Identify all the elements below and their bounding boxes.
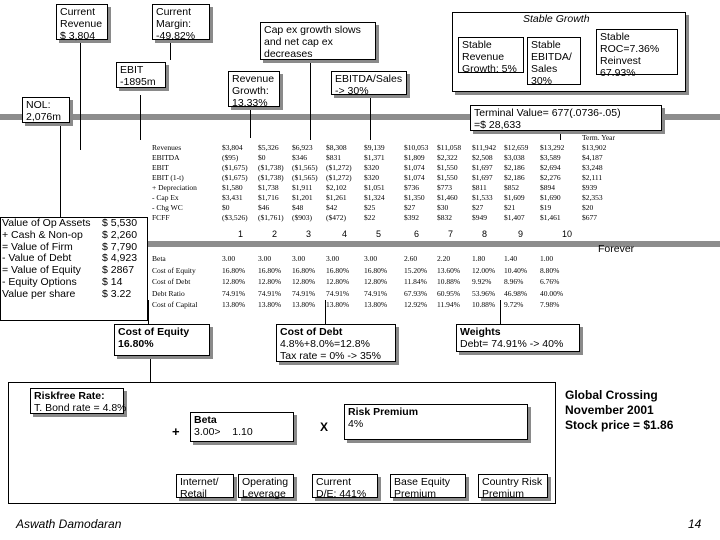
rate-cell: 3.00 — [292, 254, 306, 263]
cashflow-cell: $46 — [258, 203, 270, 212]
riskfree-box — [30, 388, 127, 414]
year-label: 6 — [414, 229, 420, 239]
cashflow-row — [152, 213, 712, 223]
rate-cell: 2.20 — [437, 254, 451, 263]
valuation-box — [0, 217, 148, 321]
cashflow-cell: $1,460 — [437, 193, 458, 202]
company-info — [565, 388, 673, 433]
rate-row — [152, 265, 712, 277]
cashflow-cell: ($1,738) — [258, 173, 284, 182]
connector — [60, 125, 61, 220]
cashflow-cell: $4,187 — [582, 153, 603, 162]
year-label: 5 — [376, 229, 382, 239]
valuation-label: + Cash & Non-op — [2, 228, 83, 241]
cashflow-cell: $811 — [472, 183, 487, 192]
ebitda-sales-text: EBITDA/Sales -> 30% — [335, 73, 403, 97]
cashflow-cell: ($95) — [222, 153, 239, 162]
beta-body: 3.00> 1.10 — [194, 426, 253, 438]
cashflow-row-label: EBIT (1-t) — [152, 173, 184, 182]
year-label: 2 — [272, 229, 278, 239]
base-equity-text: Base Equity Premium — [394, 476, 451, 500]
cashflow-cell: ($1,675) — [222, 163, 248, 172]
rate-cell: 16.80% — [222, 265, 246, 275]
year-label: 10 — [562, 229, 573, 239]
valuation-row — [1, 289, 147, 301]
rate-row-label: Cost of Equity — [152, 265, 196, 275]
cashflow-cell: $852 — [504, 183, 519, 192]
stable-ebitda-box — [527, 37, 581, 85]
connector — [148, 300, 149, 325]
rate-cell: 12.80% — [326, 277, 350, 286]
cashflow-row-label: EBITDA — [152, 153, 180, 162]
cashflow-cell: ($1,738) — [258, 163, 284, 172]
valuation-value: $ 14 — [102, 275, 123, 288]
cashflow-row — [152, 143, 712, 153]
ebit-box — [116, 62, 166, 88]
internet-retail-text: Internet/ Retail — [180, 476, 219, 500]
beta-title: Beta — [194, 414, 217, 426]
cashflow-row — [152, 193, 712, 203]
rate-cell: 12.80% — [222, 277, 246, 286]
rate-cell: 16.80% — [258, 265, 282, 275]
cashflow-cell: $831 — [326, 153, 341, 162]
terminal-value-text: Terminal Value= 677(.0736-.05) =$ 28,633 — [474, 107, 621, 131]
rate-cell: 13.80% — [292, 300, 316, 309]
cost-of-debt-box — [276, 324, 396, 362]
year-label: 7 — [448, 229, 454, 239]
cashflow-row — [152, 153, 712, 163]
valuation-value: $ 5,530 — [102, 217, 138, 229]
cashflow-cell: $30 — [437, 203, 449, 212]
author: Aswath Damodaran — [16, 517, 122, 531]
cashflow-cell: $3,248 — [582, 163, 603, 172]
rate-cell: 10.88% — [437, 277, 461, 286]
rate-cell: 10.40% — [504, 265, 528, 275]
rate-cell: 74.91% — [292, 288, 316, 298]
cashflow-cell: $2,322 — [437, 153, 458, 162]
plus-sign: + — [172, 424, 180, 439]
rate-row — [152, 288, 712, 300]
cashflow-cell: $1,911 — [292, 183, 313, 192]
rate-cell: 13.80% — [364, 300, 388, 309]
connector — [150, 355, 151, 383]
cashflow-row-label: - Cap Ex — [152, 193, 179, 202]
cashflow-cell: ($1,565) — [292, 163, 318, 172]
rate-cell: 13.80% — [258, 300, 282, 309]
cashflow-row-label: Revenues — [152, 143, 182, 152]
rate-cell: 3.00 — [258, 254, 272, 263]
rate-cell: 74.91% — [364, 288, 388, 298]
weights-box — [456, 324, 580, 352]
rate-row — [152, 299, 712, 311]
year-label: 9 — [518, 229, 524, 239]
cashflow-cell: $1,690 — [540, 193, 561, 202]
cashflow-cell: $1,261 — [326, 193, 347, 202]
cashflow-cell: $12,659 — [504, 143, 529, 152]
cashflow-cell: $1,074 — [404, 173, 425, 182]
rate-cell: 12.80% — [292, 277, 316, 286]
cashflow-cell: ($472) — [326, 213, 346, 222]
stable-revenue-text: Stable Revenue Growth: 5% — [462, 39, 517, 75]
company-date: November 2001 — [565, 403, 654, 417]
connector — [80, 40, 81, 150]
cashflow-row — [152, 173, 712, 183]
cashflow-cell: $1,324 — [364, 193, 385, 202]
rate-cell: 11.94% — [437, 300, 460, 309]
rate-cell: 9.72% — [504, 300, 524, 309]
cashflow-cell: $27 — [404, 203, 416, 212]
valuation-label: Value of Op Assets — [2, 217, 91, 229]
cashflow-cell: $2,111 — [582, 173, 603, 182]
connector — [170, 40, 171, 60]
rate-cell: 11.84% — [404, 277, 427, 286]
cashflow-cell: $1,550 — [437, 173, 458, 182]
rate-cell: 53.96% — [472, 288, 496, 298]
valuation-value: $ 2867 — [102, 264, 135, 277]
rate-cell: 7.98% — [540, 300, 560, 309]
cashflow-row — [152, 163, 712, 173]
cashflow-cell: $13,292 — [540, 143, 565, 152]
operating-leverage-box — [238, 474, 294, 498]
rate-cell: 74.91% — [258, 288, 282, 298]
capex-text: Cap ex growth slows and net cap ex decreases — [264, 24, 361, 60]
rate-cell: 9.92% — [472, 277, 492, 286]
cashflow-cell: $346 — [292, 153, 307, 162]
cashflow-row-label: EBIT — [152, 163, 169, 172]
cashflow-cell: $0 — [258, 153, 266, 162]
cashflow-cell: $1,809 — [404, 153, 425, 162]
cashflow-cell: $11,942 — [472, 143, 497, 152]
rate-cell: 3.00 — [364, 254, 378, 263]
revenue-growth-text: Revenue Growth: 13.33% — [232, 73, 275, 109]
rate-cell: 12.92% — [404, 300, 428, 309]
cashflow-cell: $6,923 — [292, 143, 313, 152]
cashflow-cell: $1,350 — [404, 193, 425, 202]
valuation-label: = Value of Equity — [2, 264, 81, 277]
cashflow-cell: $3,589 — [540, 153, 561, 162]
internet-retail-box — [176, 474, 234, 498]
riskfree-body: T. Bond rate = 4.8% — [34, 402, 127, 414]
cashflow-cell: $1,697 — [472, 163, 493, 172]
cashflow-cell: $27 — [472, 203, 484, 212]
cashflow-cell: $2,186 — [504, 173, 525, 182]
rate-row-label: Beta — [152, 254, 166, 263]
cashflow-cell: $2,186 — [504, 163, 525, 172]
cashflow-cell: $1,461 — [540, 213, 561, 222]
cashflow-cell: ($1,272) — [326, 163, 352, 172]
cashflow-cell: ($1,272) — [326, 173, 352, 182]
rate-cell: 13.60% — [437, 265, 461, 275]
stable-growth-title: Stable Growth — [523, 13, 590, 25]
cashflow-cell: $392 — [404, 213, 419, 222]
cashflow-cell: $3,038 — [504, 153, 525, 162]
cashflow-cell: $25 — [364, 203, 376, 212]
rate-cell: 1.80 — [472, 254, 486, 263]
cashflow-cell: $677 — [582, 213, 597, 222]
cashflow-cell: $1,738 — [258, 183, 279, 192]
cashflow-cell: $1,697 — [472, 173, 493, 182]
connector — [140, 95, 141, 140]
rate-cell: 12.80% — [364, 277, 388, 286]
forever-label: Forever — [598, 243, 635, 255]
cashflow-cell: $773 — [437, 183, 452, 192]
beta-box — [190, 412, 294, 442]
rate-cell: 46.98% — [504, 288, 528, 298]
rate-cell: 67.93% — [404, 288, 428, 298]
cashflow-cell: $10,053 — [404, 143, 429, 152]
rate-cell: 16.80% — [364, 265, 388, 275]
cashflow-cell: ($903) — [292, 213, 312, 222]
timeline-bar-middle — [148, 241, 720, 247]
terminal-year-header: Term. Year — [582, 133, 616, 142]
valuation-value: $ 4,923 — [102, 252, 138, 265]
year-label: 8 — [482, 229, 488, 239]
rate-cell: 74.91% — [222, 288, 246, 298]
cashflow-cell: $5,326 — [258, 143, 279, 152]
cashflow-cell: $2,508 — [472, 153, 493, 162]
terminal-value-box — [470, 105, 662, 131]
valuation-label: - Value of Debt — [2, 252, 72, 265]
cashflow-row-label: + Depreciation — [152, 183, 197, 192]
valuation-row — [1, 277, 147, 289]
current-de-text: Current D/E: 441% — [316, 476, 367, 500]
cashflow-cell: ($1,761) — [258, 213, 284, 222]
rate-cell: 13.80% — [326, 300, 350, 309]
stable-revenue-box — [458, 37, 524, 73]
valuation-value: $ 2,260 — [102, 228, 138, 241]
country-risk-text: Country Risk Premium — [482, 476, 543, 500]
year-label: 3 — [306, 229, 312, 239]
cashflow-cell: $736 — [404, 183, 419, 192]
stock-price: Stock price = $1.86 — [565, 418, 674, 432]
cashflow-cell: $11,058 — [437, 143, 462, 152]
cashflow-cell: $894 — [540, 183, 555, 192]
country-risk-box — [478, 474, 548, 498]
cashflow-cell: $832 — [437, 213, 452, 222]
valuation-value: $ 7,790 — [102, 240, 138, 253]
rate-cell: 12.00% — [472, 265, 496, 275]
rate-cell: 40.00% — [540, 288, 564, 298]
connector — [310, 60, 311, 140]
rate-cell: 8.96% — [504, 277, 524, 286]
cashflow-cell: $1,407 — [504, 213, 525, 222]
rate-cell: 74.91% — [326, 288, 350, 298]
cashflow-cell: $3,431 — [222, 193, 243, 202]
discount-rate-table — [152, 253, 712, 311]
cashflow-cell: $1,609 — [504, 193, 525, 202]
nol-box — [22, 97, 70, 123]
cashflow-cell: $2,353 — [582, 193, 603, 202]
rate-cell: 60.95% — [437, 288, 461, 298]
rate-row-label: Debt Ratio — [152, 288, 185, 298]
rate-cell: 3.00 — [222, 254, 236, 263]
rate-row — [152, 253, 712, 265]
risk-premium-body: 4% — [348, 418, 364, 430]
valuation-value: $ 3.22 — [102, 287, 132, 300]
current-margin-box — [152, 4, 210, 40]
cashflow-cell: $939 — [582, 183, 597, 192]
weights-title: Weights — [460, 326, 501, 338]
page-number: 14 — [688, 517, 702, 531]
riskfree-title: Riskfree Rate: — [34, 390, 105, 402]
rate-cell: 2.60 — [404, 254, 418, 263]
nol-text: NOL: 2,076m — [26, 99, 62, 123]
stable-ebitda-text: Stable EBITDA/ Sales 30% — [531, 39, 572, 87]
risk-premium-title: Risk Premium — [348, 406, 419, 418]
cashflow-cell: $1,550 — [437, 163, 458, 172]
rate-row — [152, 276, 712, 288]
base-equity-box — [390, 474, 466, 498]
cost-of-debt-body: 4.8%+8.0%=12.8% Tax rate = 0% -> 35% — [280, 338, 381, 362]
cashflow-cell: $1,201 — [292, 193, 313, 202]
rate-cell: 8.80% — [540, 265, 560, 275]
valuation-label: = Value of Firm — [2, 240, 73, 253]
cost-of-debt-title: Cost of Debt — [280, 326, 343, 338]
stable-roc-box — [596, 29, 678, 79]
cashflow-cell: $1,716 — [258, 193, 279, 202]
cashflow-cell: $0 — [222, 203, 230, 212]
current-de-box — [312, 474, 378, 498]
rate-cell: 15.20% — [404, 265, 428, 275]
rate-cell: 16.80% — [292, 265, 316, 275]
cashflow-cell: $22 — [364, 213, 376, 222]
cashflow-row — [152, 183, 712, 193]
cashflow-cell: $1,533 — [472, 193, 493, 202]
cashflow-cell: $949 — [472, 213, 487, 222]
cashflow-cell: $13,902 — [582, 143, 607, 152]
cashflow-row — [152, 203, 712, 213]
cashflow-cell: $2,102 — [326, 183, 347, 192]
cashflow-header-row — [152, 133, 712, 143]
cashflow-cell: $1,051 — [364, 183, 385, 192]
cashflow-row-label: FCFF — [152, 213, 170, 222]
cost-of-equity-box — [114, 324, 210, 356]
cashflow-cell: ($3,526) — [222, 213, 248, 222]
cashflow-cell: $8,308 — [326, 143, 347, 152]
current-revenue-text: Current Revenue $ 3,804 — [60, 6, 103, 42]
current-revenue-box — [56, 4, 108, 40]
cashflow-cell: $1,074 — [404, 163, 425, 172]
cashflow-cell: $42 — [326, 203, 338, 212]
cashflow-cell: $2,694 — [540, 163, 561, 172]
cashflow-table — [152, 133, 712, 223]
year-label: 4 — [342, 229, 348, 239]
cashflow-cell: $9,139 — [364, 143, 385, 152]
weights-body: Debt= 74.91% -> 40% — [460, 338, 564, 350]
rate-cell: 1.40 — [504, 254, 518, 263]
company-name: Global Crossing — [565, 388, 658, 402]
cashflow-cell: $1,371 — [364, 153, 385, 162]
cashflow-cell: $1,580 — [222, 183, 243, 192]
times-sign: X — [320, 420, 329, 434]
cashflow-cell: ($1,675) — [222, 173, 248, 182]
rate-row-label: Cost of Debt — [152, 277, 191, 286]
current-margin-text: Current Margin: -49.82% — [156, 6, 196, 42]
cashflow-cell: $320 — [364, 173, 379, 182]
valuation-row — [1, 230, 147, 242]
rate-row-label: Cost of Capital — [152, 300, 198, 309]
capex-box — [260, 22, 376, 60]
rate-cell: 13.80% — [222, 300, 246, 309]
revenue-growth-box — [228, 71, 280, 107]
ebitda-sales-box — [331, 71, 407, 95]
cashflow-cell: $3,804 — [222, 143, 243, 152]
cashflow-cell: $21 — [504, 203, 516, 212]
cashflow-cell: $2,276 — [540, 173, 561, 182]
cost-of-equity-value: 16.80% — [118, 338, 154, 350]
rate-cell: 6.76% — [540, 277, 560, 286]
cashflow-cell: $20 — [582, 203, 594, 212]
cost-of-equity-title: Cost of Equity — [118, 326, 190, 338]
rate-cell: 3.00 — [326, 254, 340, 263]
valuation-label: Value per share — [2, 287, 76, 300]
cashflow-cell: $320 — [364, 163, 379, 172]
rate-cell: 16.80% — [326, 265, 350, 275]
ebit-text: EBIT -1895m — [120, 64, 156, 88]
cashflow-cell: $48 — [292, 203, 304, 212]
year-label: 1 — [238, 229, 244, 239]
stable-roc-text: Stable ROC=7.36% Reinvest 67.93% — [600, 31, 660, 79]
cashflow-cell: $19 — [540, 203, 552, 212]
valuation-label: - Equity Options — [2, 275, 77, 288]
operating-leverage-text: Operating Leverage — [242, 476, 289, 500]
rate-cell: 10.88% — [472, 300, 496, 309]
rate-cell: 12.80% — [258, 277, 282, 286]
risk-premium-box — [344, 404, 528, 440]
rate-cell: 1.00 — [540, 254, 554, 263]
cashflow-cell: ($1,565) — [292, 173, 318, 182]
cashflow-row-label: - Chg WC — [152, 203, 183, 212]
